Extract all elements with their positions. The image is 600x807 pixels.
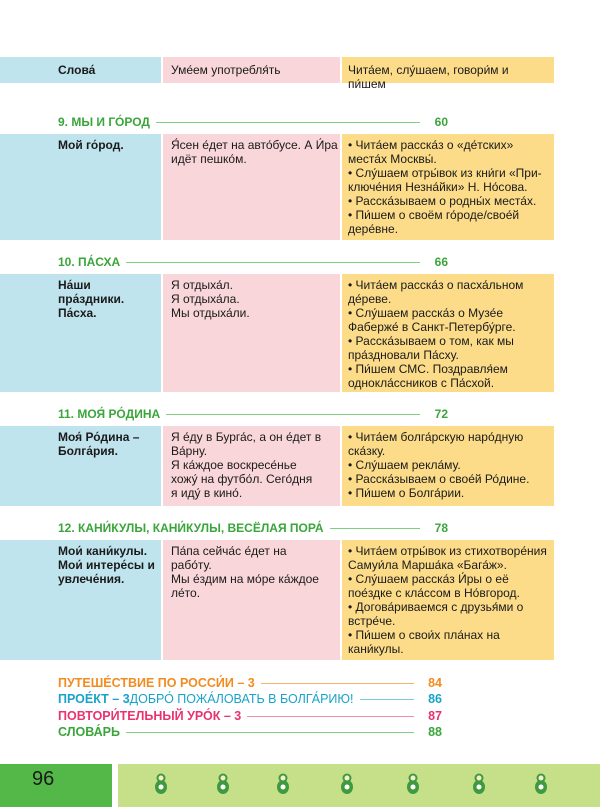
matryoshka-icon xyxy=(216,772,230,794)
text-line: ключе́ния Незна́йки» Н. Но́сова. xyxy=(348,180,528,194)
text-line: пра́здновали Па́сху. xyxy=(348,348,459,362)
grammar-cell: Уме́ем употребля́ть xyxy=(163,57,340,83)
vocabulary-row xyxy=(0,57,600,91)
skills-cell xyxy=(342,134,554,240)
text-line: • Слу́шаем рекла́му. xyxy=(348,458,461,472)
divider xyxy=(261,683,414,684)
text-line: ле́то. xyxy=(171,586,201,600)
text-line: места́х Москвы́. xyxy=(348,152,437,166)
section-title: 9. МЫ И ГО́РОД xyxy=(58,115,150,129)
text-line: • Догова́риваемся с друзья́ми о xyxy=(348,600,524,614)
decorative-band xyxy=(118,764,600,807)
text-line: Мой го́род. xyxy=(58,138,124,152)
text-line: • Чита́ем расска́з о пасха́льном xyxy=(348,278,524,292)
text-line: Ва́рну. xyxy=(171,444,208,458)
skills-cell xyxy=(342,540,554,660)
text-line: • Расска́зываем о свое́й Ро́дине. xyxy=(348,472,530,486)
toc-entry-travel[interactable] xyxy=(58,675,442,691)
text-line: дере́вне. xyxy=(348,222,399,236)
grammar-cell xyxy=(163,134,340,240)
matryoshka-icon xyxy=(472,772,486,794)
divider xyxy=(126,262,420,263)
text-line: • Пи́шем о Болга́рии. xyxy=(348,486,465,500)
page-number-band xyxy=(0,764,112,807)
text-line: Я ка́ждое воскресе́нье xyxy=(171,458,297,472)
text-line: • Расска́зываем о том, как мы xyxy=(348,334,514,348)
toc-entry-review[interactable] xyxy=(58,708,442,724)
text-line: • Чита́ем болга́рскую наро́дную xyxy=(348,430,524,444)
section-heading[interactable] xyxy=(58,114,448,130)
text-line: кани́кулы. xyxy=(348,642,404,656)
text-line: Па́па сейча́с е́дет на xyxy=(171,544,287,558)
text-line: Я отдыха́л. xyxy=(171,278,234,292)
toc-label: ПРОЕ́КТ – 3 xyxy=(58,692,130,706)
text-line: встре́че. xyxy=(348,614,396,628)
text-line: Фаберже́ в Санкт-Петербу́рге. xyxy=(348,320,516,334)
section-row xyxy=(0,134,600,240)
toc-label: ПОВТОРИ́ТЕЛЬНЫЙ УРО́К – 3 xyxy=(58,709,242,723)
topic-cell xyxy=(0,426,161,506)
divider xyxy=(330,528,421,529)
matryoshka-icon xyxy=(276,772,290,794)
section-heading[interactable] xyxy=(58,406,448,422)
topic-cell xyxy=(0,134,161,240)
page-ref: 84 xyxy=(428,676,442,690)
text-line: • Чита́ем отры́вок из стихотворе́ния xyxy=(348,544,547,558)
divider xyxy=(156,122,420,123)
text-line: хожу́ на футбо́л. Сего́дня xyxy=(171,472,313,486)
topic-cell xyxy=(0,540,161,660)
vocabulary-cell: Слова́ xyxy=(0,57,161,83)
section-heading[interactable] xyxy=(58,520,448,536)
section-title: 10. ПА́СХА xyxy=(58,255,121,269)
toc-entry-project[interactable] xyxy=(58,691,442,707)
divider xyxy=(247,716,414,717)
text-line: Мои́ кани́кулы. xyxy=(58,544,148,558)
text-line: ска́зку. xyxy=(348,444,386,458)
toc-label: ПУТЕШЕ́СТВИЕ ПО РОССИ́И – 3 xyxy=(58,676,255,690)
text-line: Я отдыха́ла. xyxy=(171,292,240,306)
text-line: Я е́ду в Бурга́с, а он е́дет в xyxy=(171,430,322,444)
matryoshka-icon xyxy=(534,772,548,794)
text-line: Я́сен е́дет на авто́бусе. А И́ра xyxy=(171,138,338,152)
text-line: рабо́ту. xyxy=(171,558,212,572)
matryoshka-icon xyxy=(406,772,420,794)
text-line: • Слу́шаем расска́з о Музе́е xyxy=(348,306,503,320)
section-heading[interactable] xyxy=(58,254,448,270)
matryoshka-icon xyxy=(340,772,354,794)
text-line: Моя́ Ро́дина – xyxy=(58,430,140,444)
toc-label-extra: ДОБРО́ ПОЖА́ЛОВАТЬ В БОЛГА́РИЮ! xyxy=(129,692,354,706)
skills-cell xyxy=(342,426,554,506)
page-ref: 66 xyxy=(434,255,448,269)
section-title: 12. КАНИ́КУЛЫ, КАНИ́КУЛЫ, ВЕСЁЛАЯ ПОРА́ xyxy=(58,521,324,535)
text-line: Па́сха. xyxy=(58,306,97,320)
text-line: я иду́ в кино́. xyxy=(171,486,243,500)
text-line: На́ши xyxy=(58,278,91,292)
text-line: • Расска́зываем о родны́х места́х. xyxy=(348,194,537,208)
text-line: Мои́ интере́сы и xyxy=(58,558,155,572)
skills-cell: Чита́ем, слу́шаем, говори́м и пи́шем xyxy=(342,57,554,83)
text-line: пое́здке с кла́ссом в Но́вгород. xyxy=(348,586,520,600)
divider xyxy=(166,414,420,415)
page-ref: 88 xyxy=(428,725,442,739)
section-row xyxy=(0,426,600,506)
text-line: де́реве. xyxy=(348,292,392,306)
page-ref: 60 xyxy=(434,115,448,129)
text-line: Самуи́ла Марша́ка «Бага́ж». xyxy=(348,558,507,572)
section-title: 11. МОЯ́ РО́ДИНА xyxy=(58,407,161,421)
text-line: Мы отдыха́ли. xyxy=(171,306,250,320)
matryoshka-icon xyxy=(154,772,168,794)
text-line: Болга́рия. xyxy=(58,444,118,458)
page-ref: 87 xyxy=(428,709,442,723)
text-line: пра́здники. xyxy=(58,292,125,306)
text-line: • Пи́шем о свои́х пла́нах на xyxy=(348,628,500,642)
text-line: Мы е́здим на мо́ре ка́ждое xyxy=(171,572,319,586)
text-line: • Слу́шаем отры́вок из кни́ги «При- xyxy=(348,166,542,180)
text-line: • Слу́шаем расска́з И́ры о её xyxy=(348,572,509,586)
text-line: идёт пешко́м. xyxy=(171,152,247,166)
grammar-cell xyxy=(163,274,340,392)
page-number: 96 xyxy=(32,768,55,790)
page-ref: 78 xyxy=(434,521,448,535)
text-line: • Чита́ем расска́з о «де́тских» xyxy=(348,138,514,152)
text-line: • Пи́шем о своём го́роде/свое́й xyxy=(348,208,520,222)
divider xyxy=(360,699,415,700)
skills-cell xyxy=(342,274,554,392)
text-line: увлече́ния. xyxy=(58,572,125,586)
toc-label: СЛОВА́РЬ xyxy=(58,725,120,739)
grammar-cell xyxy=(163,426,340,506)
grammar-cell xyxy=(163,540,340,660)
page-ref: 72 xyxy=(434,407,448,421)
section-row xyxy=(0,274,600,392)
toc-entry-dictionary[interactable] xyxy=(58,724,442,740)
topic-cell xyxy=(0,274,161,392)
text-line: однокла́ссников с Па́схой. xyxy=(348,376,495,390)
divider xyxy=(126,732,414,733)
section-row xyxy=(0,540,600,660)
text-line: • Пи́шем СМС. Поздравля́ем xyxy=(348,362,508,376)
page-ref: 86 xyxy=(428,692,442,706)
